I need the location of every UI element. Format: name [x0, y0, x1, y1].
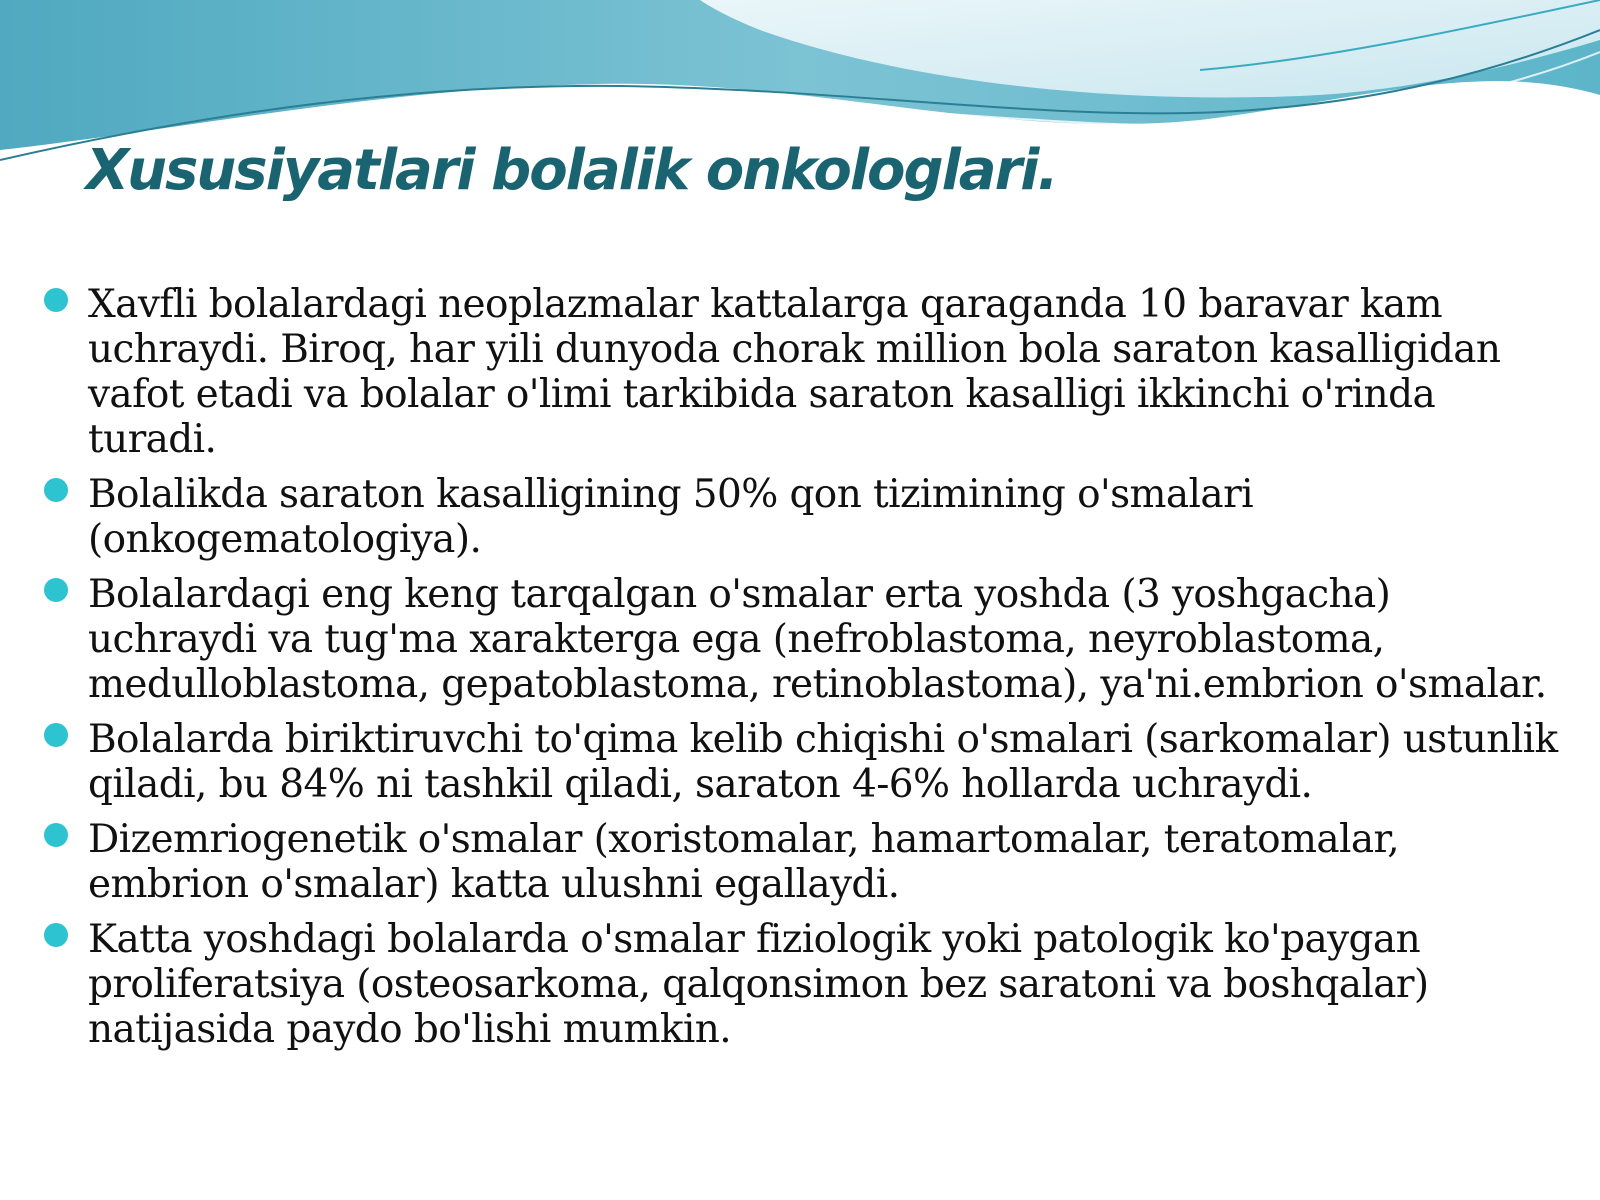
bullet-dot-icon — [44, 923, 68, 947]
bullet-dot-icon — [44, 723, 68, 747]
bullet-item — [0, 917, 1600, 1052]
bullet-text: Bolalardagi eng keng tarqalgan o'smalar erta yoshda (3 yoshgacha) uchraydi va tug'ma xarakterga ega (nefroblastoma, neyroblastoma, medulloblastoma, gepatoblastoma, retinoblastoma), ya'ni.embrion o'smalar. — [88, 572, 1547, 707]
bullet-text: Xavfli bolalardagi neoplazmalar kattalarga qaraganda 10 baravar kam uchraydi. Biroq, har yili dunyoda chorak million bola saraton kasalligidan vafot etadi va bolalar o'limi tarkibida saraton kasalligi ikkinchi o'rinda turadi. — [88, 282, 1501, 462]
bullet-dot-icon — [44, 288, 68, 312]
bullet-text: Dizemriogenetik o'smalar (xoristomalar, hamartomalar, teratomalar, embrion o'smalar) katta ulushni egallaydi. — [88, 817, 1400, 907]
bullet-item — [0, 817, 1600, 907]
bullet-text: Bolalikda saraton kasalligining 50% qon tizimining o'smalari (onkogematologiya). — [88, 472, 1253, 562]
bullet-item — [0, 472, 1600, 562]
bullet-list — [0, 282, 1600, 1062]
slide-title: Xususiyatlari bolalik onkologlari. — [86, 138, 1057, 203]
bullet-dot-icon — [44, 578, 68, 602]
bullet-text: Katta yoshdagi bolalarda o'smalar fiziologik yoki patologik ko'paygan proliferatsiya (osteosarkoma, qalqonsimon bez saratoni va boshqalar) natijasida paydo bo'lishi mumkin. — [88, 917, 1429, 1052]
bullet-item — [0, 572, 1600, 707]
bullet-item — [0, 717, 1600, 807]
bullet-dot-icon — [44, 478, 68, 502]
bullet-text: Bolalarda biriktiruvchi to'qima kelib chiqishi o'smalari (sarkomalar) ustunlik qiladi, bu 84% ni tashkil qiladi, saraton 4-6% hollarda uchraydi. — [88, 717, 1558, 807]
bullet-item — [0, 282, 1600, 462]
bullet-dot-icon — [44, 823, 68, 847]
